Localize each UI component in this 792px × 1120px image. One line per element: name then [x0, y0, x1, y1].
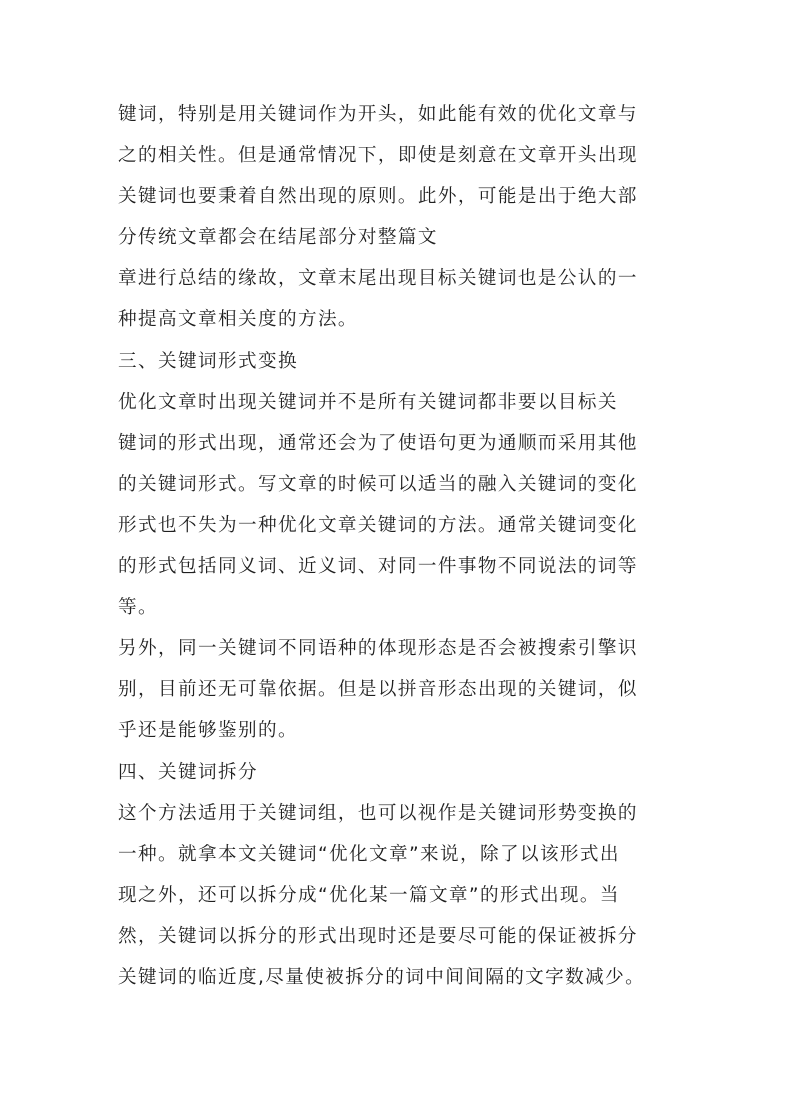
document-body [118, 94, 678, 998]
text-line: 然，关键词以拆分的形式出现时还是要尽可能的保证被拆分 [118, 925, 638, 947]
text-line: 另外，同一关键词不同语种的体现形态是否会被搜索引擎识 [118, 638, 638, 660]
text-line: 形式也不失为一种优化文章关键词的方法。通常关键词变化 [118, 514, 638, 536]
section-heading: 四、关键词拆分 [118, 761, 258, 783]
text-line: 这个方法适用于关键词组，也可以视作是关键词形势变换的 [118, 802, 638, 824]
text-line: 关键词的临近度,尽量使被拆分的词中间间隔的文字数减少。 [118, 966, 646, 988]
text-line: 键词，特别是用关键词作为开头，如此能有效的优化文章与 [118, 104, 638, 125]
text-line: 别，目前还无可靠依据。但是以拼音形态出现的关键词，似 [118, 679, 638, 701]
text-line: 的形式包括同义词、近义词、对同一件事物不同说法的词等 [118, 556, 638, 578]
text-line: 等。 [118, 597, 158, 619]
text-line: 分传统文章都会在结尾部分对整篇文 [118, 227, 438, 249]
text-line: 的关键词形式。写文章的时候可以适当的融入关键词的变化 [118, 473, 638, 495]
text-line: 乎还是能够鉴别的。 [118, 720, 298, 742]
text-line: 现之外，还可以拆分成“优化某一篇文章”的形式出现。当 [118, 884, 620, 906]
text-line: 章进行总结的缘故，文章末尾出现目标关键词也是公认的一 [118, 268, 638, 290]
text-line: 键词的形式出现，通常还会为了使语句更为通顺而采用其他 [118, 432, 638, 454]
text-line: 之的相关性。但是通常情况下，即使是刻意在文章开头出现 [118, 145, 638, 167]
text-line: 种提高文章相关度的方法。 [118, 309, 358, 331]
section-heading: 三、关键词形式变换 [118, 350, 298, 372]
text-line: 一种。就拿本文关键词“优化文章”来说，除了以该形式出 [118, 843, 620, 865]
text-line: 优化文章时出现关键词并不是所有关键词都非要以目标关 [118, 391, 618, 413]
text-line: 关键词也要秉着自然出现的原则。此外，可能是出于绝大部 [118, 186, 638, 208]
